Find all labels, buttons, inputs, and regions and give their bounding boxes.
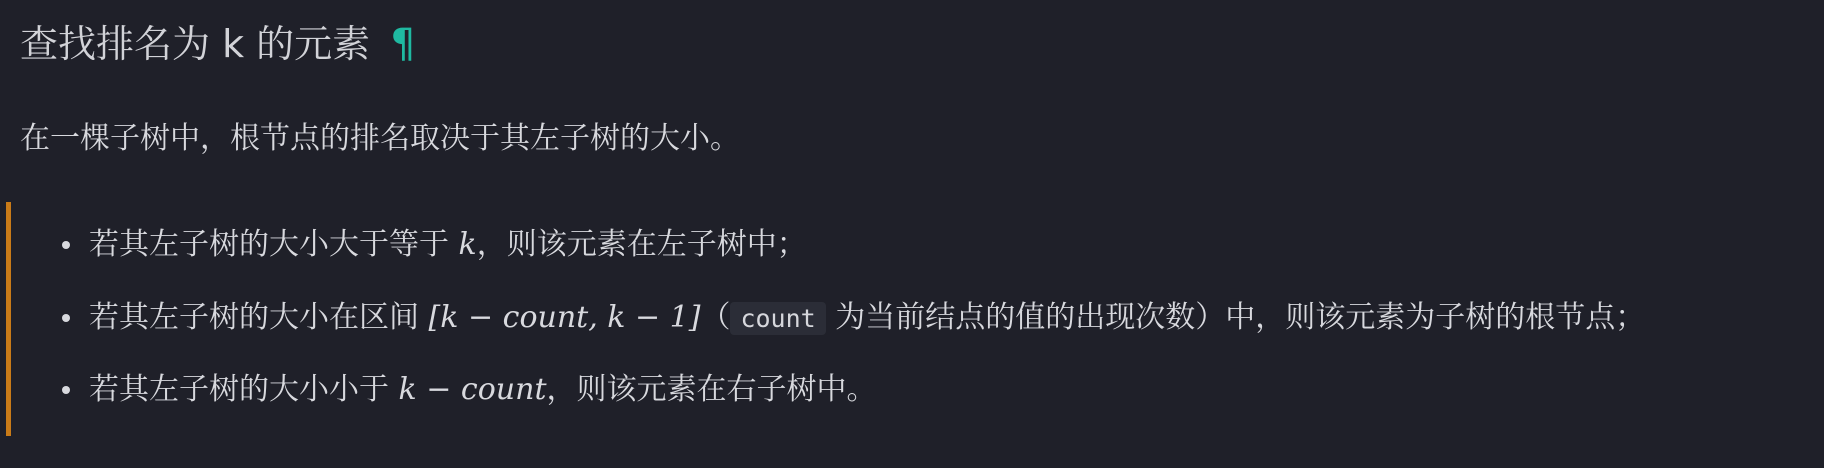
- rule-item-root: [89, 295, 1645, 342]
- rule-callout: [6, 202, 1818, 436]
- section-heading: [20, 14, 416, 74]
- math-expression: [k − count, k − 1]: [428, 300, 701, 335]
- rule-item-right-subtree: [89, 367, 877, 413]
- intro-paragraph: 在一棵子树中，根节点的排名取决于其左子树的大小。: [20, 121, 740, 156]
- bullet-dot: [62, 386, 70, 394]
- math-expression: k − count: [398, 372, 547, 407]
- heading-anchor-link[interactable]: ¶: [390, 21, 416, 67]
- rule-text: 为当前结点的值的出现次数）中，则该元素为子树的根节点；: [825, 300, 1646, 335]
- heading-title: 查找排名为 k 的元素: [20, 22, 371, 66]
- bullet-dot: [62, 241, 70, 249]
- rule-text: ，则该元素在右子树中。: [546, 372, 877, 407]
- inline-code: count: [730, 302, 825, 335]
- math-expression: k: [458, 227, 477, 262]
- rule-text: （: [700, 300, 731, 335]
- rule-text: ，则该元素在左子树中；: [476, 227, 807, 262]
- rule-text: 若其左子树的大小在区间: [89, 300, 429, 335]
- rule-text: 若其左子树的大小大于等于: [89, 227, 459, 262]
- rule-item-left-subtree: [89, 222, 807, 268]
- bullet-dot: [62, 314, 70, 322]
- rule-text: 若其左子树的大小小于: [89, 372, 399, 407]
